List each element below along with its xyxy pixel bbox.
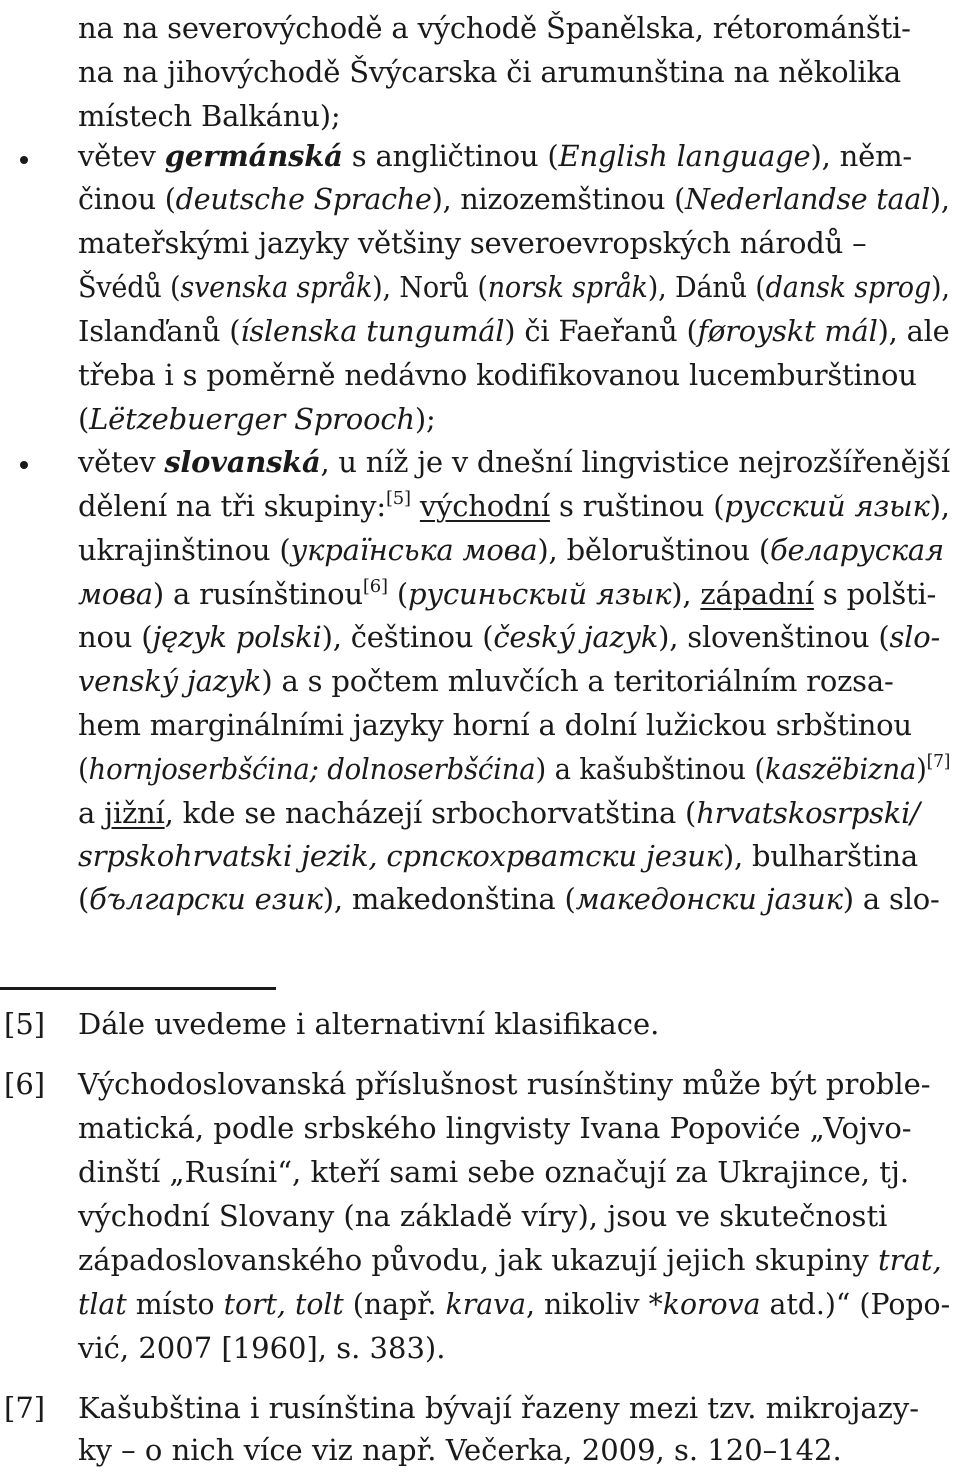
text: ), slovenštinou ( — [658, 620, 890, 654]
text: ), Norů ( — [372, 270, 488, 304]
language-name: český jazyk — [493, 620, 659, 654]
footnote-line — [78, 1326, 445, 1370]
footnote-label: [7] — [4, 1391, 46, 1425]
text: ( — [78, 882, 90, 916]
language-name: български език — [89, 882, 323, 916]
text: ) a rusínštinou — [152, 577, 363, 611]
text: ( — [387, 577, 408, 611]
text: dělení na tři skupiny: — [78, 489, 386, 523]
language-name: norsk språk — [487, 270, 648, 304]
footnote-separator — [0, 987, 276, 990]
text: větev — [78, 139, 165, 173]
text: třeba i s poměrně nedávno kodifikovanou lucemburštinou — [78, 358, 917, 392]
bullet-icon — [20, 461, 28, 469]
text: ( — [78, 402, 90, 436]
body-line — [78, 94, 340, 138]
emphasis-term: germánská — [164, 139, 343, 173]
footnote-ref[interactable]: [7] — [926, 751, 951, 772]
bullet-icon — [20, 156, 28, 164]
text: Švédů ( — [78, 270, 181, 304]
footnote-ref[interactable]: [5] — [385, 488, 411, 509]
text: hem marginálními jazyky horní a dolní lužickou srbštinou — [78, 708, 912, 742]
text: mateřskými jazyky většiny severoevropských národů – — [78, 226, 867, 260]
text: s angličtinou ( — [342, 139, 559, 173]
language-name: venský jazyk — [78, 664, 262, 698]
text: ), Dánů ( — [647, 270, 766, 304]
italic-term: trat, — [878, 1243, 942, 1277]
footnote-line — [78, 1150, 909, 1194]
group-term: jižní — [104, 796, 165, 830]
language-name: русиньскый язык — [407, 577, 672, 611]
language-name: íslenska tungumál — [240, 314, 505, 348]
body-line — [78, 440, 950, 484]
text: s ruštinou ( — [549, 489, 725, 523]
footnote-line — [78, 1194, 887, 1238]
footnote-line — [78, 1428, 842, 1472]
text: východní Slovany (na základě víry), jsou ve skutečnosti — [78, 1199, 888, 1233]
text: nou ( — [78, 620, 153, 654]
body-line — [78, 50, 901, 94]
text: atd.)“ (Popo- — [760, 1287, 951, 1321]
text: ); — [414, 402, 436, 436]
text: ), ale — [877, 314, 950, 348]
language-name: Nederlandse taal — [684, 182, 931, 216]
language-name: svenska språk — [180, 270, 373, 304]
footnote-ref[interactable]: [6] — [362, 576, 388, 597]
text: ukrajinštinou ( — [78, 533, 291, 567]
text: vić, 2007 [1960], s. 383). — [78, 1331, 446, 1365]
text: ky – o nich více viz např. Večerka, 2009, s. 120–142. — [78, 1433, 842, 1467]
body-line — [78, 659, 894, 703]
footnote-label: [6] — [4, 1067, 46, 1101]
text: ), — [671, 577, 701, 611]
text: ), — [931, 270, 950, 304]
text: ), — [929, 489, 950, 523]
text — [411, 489, 420, 523]
text: ), něm- — [810, 139, 913, 173]
body-line — [78, 791, 920, 835]
text: ), bulharština — [722, 839, 918, 873]
text: místech Balkánu); — [78, 99, 341, 133]
text: ( — [78, 752, 89, 786]
text: s polšti- — [813, 577, 937, 611]
language-name: македонски јазик — [575, 882, 843, 916]
text: dinští „Rusíni“, kteří sami sebe označují za Ukrajince, tj. — [78, 1155, 910, 1189]
text: ), běloruštinou ( — [537, 533, 770, 567]
language-name: dansk sprog — [765, 270, 932, 304]
language-name: kaszëbizna — [764, 752, 917, 786]
footnote-line — [78, 1106, 912, 1150]
text: ), češtinou ( — [321, 620, 494, 654]
language-name: русский язык — [724, 489, 930, 523]
body-line — [78, 877, 940, 921]
body-line — [78, 484, 950, 528]
text: , nikoliv * — [526, 1287, 663, 1321]
italic-term: tort, tolt — [223, 1287, 344, 1321]
body-line — [78, 6, 911, 50]
group-term: západní — [700, 577, 814, 611]
language-name: українська мова — [290, 533, 538, 567]
body-line — [78, 353, 917, 397]
language-name: slo- — [889, 620, 941, 654]
body-line — [78, 221, 866, 265]
text: (např. — [343, 1287, 446, 1321]
text: a — [78, 796, 105, 830]
language-name: hornjoserbšćina; dolnoserbšćina — [88, 752, 536, 786]
text: činou ( — [78, 182, 176, 216]
text: ) či Faeřanů ( — [504, 314, 698, 348]
text: místo — [126, 1287, 224, 1321]
text: , u níž je v dnešní lingvistice nejrozšířenější — [320, 445, 950, 479]
group-term: východní — [419, 489, 550, 523]
body-line — [78, 528, 944, 572]
language-name: język polski — [152, 620, 322, 654]
footnote-line — [78, 1062, 931, 1106]
body-line — [78, 309, 950, 353]
text: na na jihovýchodě Švýcarska či arumunština na několika — [78, 55, 901, 89]
footnote-line — [78, 1238, 942, 1282]
text: Dále uvedeme i alternativní klasifikace. — [78, 1007, 660, 1041]
body-line — [78, 265, 950, 309]
language-name: srpskohrvatski jezik, српскохрватски језик — [78, 839, 723, 873]
text: západoslovanského původu, jak ukazují jejich skupiny — [78, 1243, 879, 1277]
text: na na severovýchodě a východě Španělska, rétorománšti- — [78, 11, 911, 45]
body-line — [78, 572, 936, 616]
body-line — [78, 177, 950, 221]
italic-term: korova — [662, 1287, 761, 1321]
italic-term: krava — [445, 1287, 527, 1321]
footnote-line — [78, 1282, 950, 1326]
footnote-line — [78, 1386, 919, 1430]
footnote-line — [78, 1002, 659, 1046]
text: Islanďanů ( — [78, 314, 241, 348]
language-name: føroyskt mál — [697, 314, 878, 348]
text: ) a s počtem mluvčích a teritoriálním rozsa- — [261, 664, 894, 698]
body-line — [78, 134, 912, 178]
text: ), nizozemštinou ( — [431, 182, 685, 216]
language-name: deutsche Sprache — [175, 182, 432, 216]
text: ) a slo- — [842, 882, 940, 916]
body-line — [78, 703, 912, 747]
text: Kašubština i rusínština bývají řazeny mezi tzv. mikrojazy- — [78, 1391, 920, 1425]
body-line — [78, 397, 436, 441]
text: ), makedonština ( — [322, 882, 576, 916]
italic-term: tlat — [78, 1287, 127, 1321]
language-name: мова — [78, 577, 153, 611]
emphasis-term: slovanská — [164, 445, 321, 479]
body-line — [78, 834, 918, 878]
text: matická, podle srbského lingvisty Ivana Popoviće „Vojvo- — [78, 1111, 912, 1145]
text: , kde se nacházejí srbochorvatština ( — [164, 796, 697, 830]
footnote-label: [5] — [4, 1007, 46, 1041]
text: ) — [916, 752, 927, 786]
text: ), — [930, 182, 950, 216]
body-line — [78, 615, 940, 659]
text: ) a kašubštinou ( — [535, 752, 765, 786]
language-name: беларуская — [769, 533, 944, 567]
language-name: English language — [558, 139, 811, 173]
language-name: hrvatskosrpski/ — [696, 796, 920, 830]
text: Východoslovanská příslušnost rusínštiny může být proble- — [78, 1067, 931, 1101]
language-name: Lëtzebuerger Sprooch — [89, 402, 415, 436]
body-line — [78, 747, 950, 791]
text: větev — [78, 445, 165, 479]
